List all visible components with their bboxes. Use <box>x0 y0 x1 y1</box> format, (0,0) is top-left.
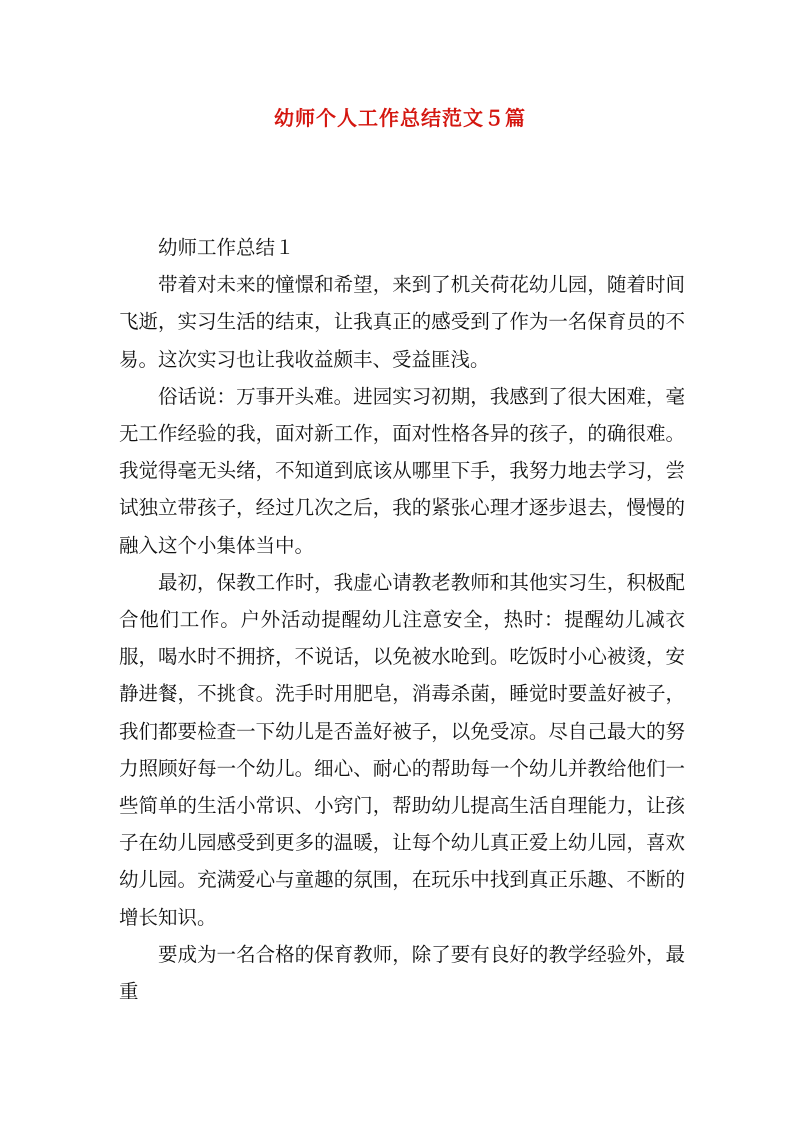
paragraph-3: 最初，保教工作时，我虚心请教老教师和其他实习生，积极配合他们工作。户外活动提醒幼儿注意安全，热时：提醒幼儿减衣服，喝水时不拥挤，不说话，以免被水呛到。吃饭时小心被烫，安静进餐，不挑食。洗手时用肥皂，消毒杀菌，睡觉时要盖好被子，我们都要检查一下幼儿是否盖好被子，以免受凉。尽自己最大的努力照顾好每一个幼儿。细心、耐心的帮助每一个幼儿并教给他们一些简单的生活小常识、小窍门，帮助幼儿提高生活自理能力，让孩子在幼儿园感受到更多的温暖，让每个幼儿真正爱上幼儿园，喜欢幼儿园。充满爱心与童趣的氛围，在玩乐中找到真正乐趣、不断的增长知识。 <box>119 570 685 929</box>
paragraph-2: 俗话说：万事开头难。进园实习初期，我感到了很大困难，毫无工作经验的我，面对新工作，面对性格各异的孩子，的确很难。我觉得毫无头绪，不知道到底该从哪里下手，我努力地去学习，尝试独立带孩子，经过几次之后，我的紧张心理才逐步退去，慢慢的融入这个小集体当中。 <box>119 384 685 557</box>
paragraph-4: 要成为一名合格的保育教师，除了要有良好的教学经验外，最重 <box>119 942 685 1004</box>
document-title: 幼师个人工作总结范文５篇 <box>274 106 526 130</box>
document-body <box>119 229 685 1010</box>
section-heading: 幼师工作总结１ <box>158 236 295 259</box>
paragraph-1: 带着对未来的憧憬和希望，来到了机关荷花幼儿园，随着时间飞逝，实习生活的结束，让我真正的感受到了作为一名保育员的不易。这次实习也让我收益颇丰、受益匪浅。 <box>119 273 685 371</box>
